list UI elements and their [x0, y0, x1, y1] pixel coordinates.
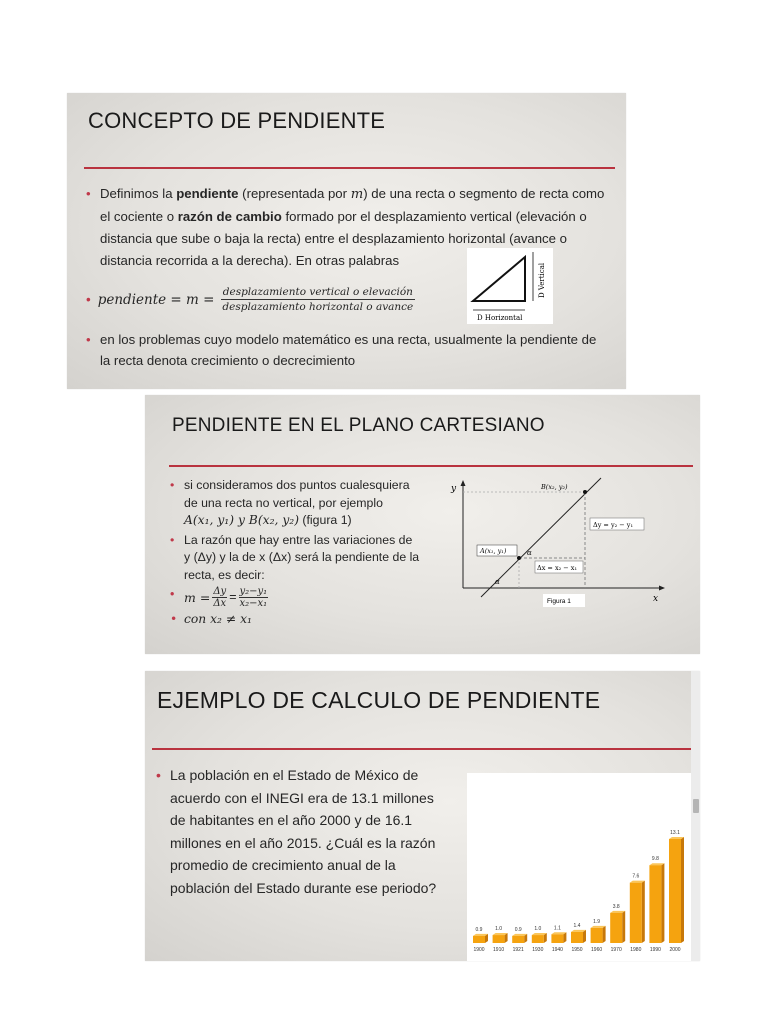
point-b [583, 490, 587, 494]
x-tick-label: 1990 [649, 947, 661, 953]
delta-x-label: Δx = x₂ − x₁ [537, 564, 578, 572]
bullet-list [170, 477, 420, 631]
bar-1921 [512, 936, 524, 943]
bar-2000 [669, 839, 681, 943]
text-run: (representada por [238, 186, 351, 201]
slide-title: EJEMPLO DE CALCULO DE PENDIENTE [157, 687, 601, 713]
bullet-list-2 [86, 329, 606, 371]
alpha-angle-upper: α [527, 549, 532, 557]
x-tick-label: 1970 [610, 947, 622, 953]
term-pendiente: pendiente [176, 186, 239, 201]
figure-reference: (figura 1) [299, 513, 352, 527]
x-tick-label: 1921 [512, 947, 524, 953]
text-run: formado por el desplazamiento vertical (elevación o distancia que sube o baja la recta) entre el desplazamiento horizontal (avance o distancia recorrida a la derecha). En otras palabras [100, 209, 587, 268]
slide-title: CONCEPTO DE PENDIENTE [88, 108, 386, 133]
title-rule [84, 167, 615, 169]
cartesian-figure [435, 475, 675, 615]
bullet-marker: • [86, 292, 91, 307]
bullet-condition: • con x₂ ≠ x₁ [170, 611, 420, 629]
x-tick-label: 1950 [571, 947, 583, 953]
slope-triangle-diagram [467, 248, 553, 324]
x-axis-label: x [653, 594, 659, 604]
bar-1950 [571, 932, 583, 943]
y-difference: y₂−y₁ [239, 586, 268, 597]
formula-fraction [220, 286, 415, 313]
bar-value-label: 0.9 [514, 926, 522, 933]
x-tick-label: 1900 [473, 947, 485, 953]
bar-value-label: 1.9 [593, 918, 601, 925]
bar-1970 [610, 913, 622, 943]
slide-pendiente-plano-cartesiano [145, 395, 700, 654]
vertical-label: D Vertical [538, 262, 546, 298]
formula-denominator: desplazamiento horizontal o avance [222, 301, 414, 313]
scrollbar-track[interactable] [691, 671, 700, 961]
formula-numerator: desplazamiento vertical o elevación [222, 286, 413, 298]
title-rule [152, 748, 692, 750]
bar-side [583, 930, 586, 943]
equals-sign: = [229, 589, 237, 604]
delta-x: Δx [213, 598, 227, 609]
bullet-ratio-definition: • La razón que hay entre las variaciones de y (Δy) y la de x (Δx) será la pendiente de la recta, es decir: [170, 532, 420, 585]
bar-side [661, 863, 664, 943]
y-axis-label: y [451, 484, 457, 494]
symbol-m: m [350, 187, 364, 202]
bullet-problem-statement: • La población en el Estado de México de acuerdo con el INEGI era de 13.1 millones de habitantes en el año 2000 y de 16.1 millones en el año 2015. ¿Cuál es la razón promedio de crecimiento anual de la población del Estado durante ese periodo? [156, 764, 441, 899]
difference-fraction [239, 586, 269, 609]
bar-1940 [551, 934, 563, 943]
bar-side [603, 926, 606, 943]
delta-y: Δy [213, 586, 227, 597]
delta-y-label: Δy = y₂ − y₁ [593, 521, 634, 529]
bar-value-label: 1.0 [495, 926, 503, 933]
title-rule [169, 465, 693, 467]
bullet-slope-ratio [170, 586, 420, 609]
bar-value-label: 0.9 [475, 926, 483, 933]
term-razon-de-cambio: razón de cambio [177, 209, 282, 224]
bullet-two-points [170, 477, 420, 530]
x-tick-label: 1980 [630, 947, 642, 953]
x-tick-label: 2000 [669, 947, 681, 953]
x-tick-label: 1960 [591, 947, 603, 953]
figure-caption: Figura 1 [547, 598, 571, 605]
text-run: Definimos la [100, 186, 177, 201]
slope-formula [86, 286, 415, 313]
x-difference: x₂−x₁ [239, 598, 268, 609]
triangle-shape [473, 257, 525, 301]
bar-side [642, 881, 645, 943]
delta-fraction [212, 586, 227, 609]
point-b-label: B(x₂, y₂) [541, 483, 568, 491]
bar-1960 [591, 928, 603, 943]
slide-title: PENDIENTE EN EL PLANO CARTESIANO [172, 415, 545, 436]
point-a [517, 556, 521, 560]
text-run: ) de una recta o segmento de recta como el cociente o [100, 186, 605, 224]
x-tick-label: 1930 [532, 947, 544, 953]
x-axis-arrow [659, 586, 665, 591]
formula-lhs: pendiente = m = [97, 291, 215, 308]
bar-1990 [649, 865, 661, 943]
point-a-label: A(x₁, y₁) [480, 547, 507, 555]
bar-value-label: 3.8 [612, 903, 620, 910]
bar-value-label: 13.1 [670, 830, 680, 836]
bar-value-label: 1.1 [553, 925, 561, 932]
bar-1900 [473, 936, 485, 943]
bar-side [681, 837, 684, 943]
bullet-model: • en los problemas cuyo modelo matemático es una recta, usualmente la pendiente de la recta denota crecimiento o decrecimiento [86, 329, 606, 371]
horizontal-label: D Horizontal [477, 314, 523, 322]
bar-value-label: 7.6 [632, 873, 640, 880]
bar-1930 [532, 935, 544, 943]
x-tick-label: 1940 [551, 947, 563, 953]
bar-value-label: 1.0 [534, 926, 542, 933]
slide-concepto-de-pendiente [67, 93, 626, 389]
points-expression: A(x₁, y₁) y B(x₂, y₂) [184, 513, 299, 527]
text-run: si consideramos dos puntos cualesquiera de una recta no vertical, por ejemplo [184, 478, 410, 510]
bar-value-label: 9.8 [651, 856, 659, 863]
bullet-list [156, 764, 441, 899]
population-bar-chart [467, 773, 697, 961]
ratio-m: • m = [184, 589, 211, 605]
bar-side [622, 911, 625, 943]
y-axis-arrow [461, 480, 466, 486]
alpha-angle-lower: α [495, 578, 500, 586]
bar-value-label: 1.4 [573, 922, 581, 929]
slide-ejemplo-calculo [145, 671, 700, 961]
x-tick-label: 1910 [493, 947, 505, 953]
bar-1910 [493, 935, 505, 943]
scrollbar-thumb[interactable] [693, 799, 699, 813]
bar-1980 [630, 883, 642, 943]
